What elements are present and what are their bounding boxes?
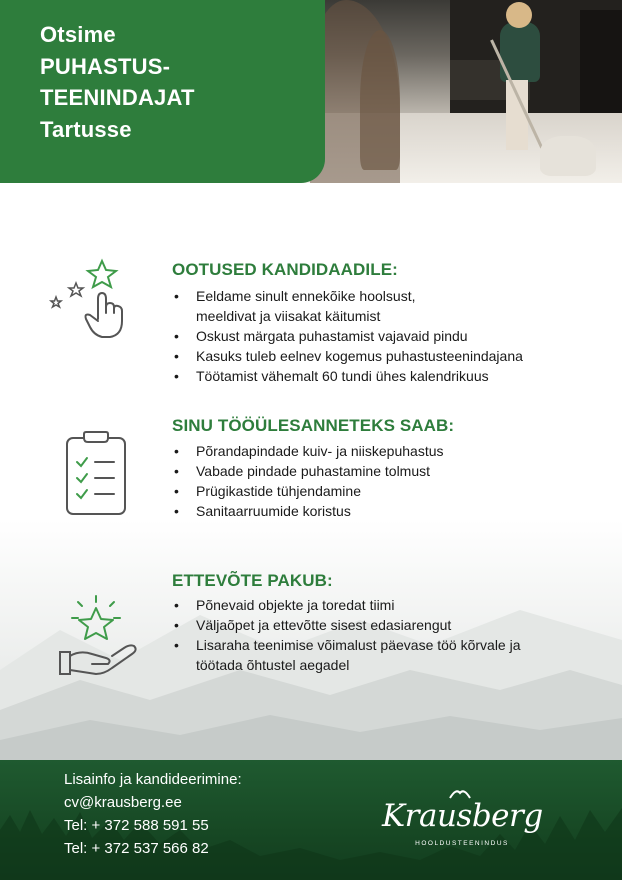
list-item: • Kasuks tuleb eelnev kogemus puhastusteenindajana	[172, 346, 523, 366]
krausberg-logo	[382, 788, 542, 868]
headline-line: PUHASTUS-	[40, 53, 171, 79]
logo-wordmark: Krausberg	[382, 798, 543, 834]
header-photo	[300, 0, 622, 183]
clipboard-checklist-icon	[64, 430, 128, 516]
list-item-text: Lisaraha teenimise võimalust päevase töö kõrvale ja	[196, 637, 521, 653]
section-title: ETTEVÕTE PAKUB:	[172, 571, 333, 590]
logo-tagline: HOOLDUSTEENINDUS	[415, 840, 509, 847]
list-item: • Sanitaarruumide koristus	[172, 501, 444, 521]
contact-phone[interactable]: Tel: + 372 588 591 55	[64, 817, 209, 834]
footer	[0, 760, 622, 880]
requirements-list	[172, 286, 523, 386]
list-item: • Prügikastide tühjendamine	[172, 481, 444, 501]
headline-line: TEENINDAJAT	[40, 85, 195, 110]
star-hand-pointer-icon	[44, 255, 134, 345]
contact-email[interactable]: cv@krausberg.ee	[64, 794, 182, 811]
headline-panel	[0, 0, 325, 183]
offers-list	[172, 595, 521, 675]
header-banner	[0, 0, 622, 183]
headline-line: Tartusse	[40, 116, 132, 142]
contact-info	[64, 768, 242, 860]
list-item: • Väljaõpet ja ettevõtte sisest edasiarengut	[172, 615, 521, 635]
section-duties	[0, 412, 622, 522]
list-item: • Vabade pindade puhastamine tolmust	[172, 461, 444, 481]
section-title: OOTUSED KANDIDAADILE:	[172, 260, 398, 279]
list-item: • Põrandapindade kuiv- ja niiskepuhastus	[172, 441, 444, 461]
section-title: SINU TÖÖÜLESANNETEKS SAAB:	[172, 416, 455, 435]
section-company-offers	[0, 568, 622, 688]
list-item-text: Eeldame sinult ennekõike hoolsust,	[196, 288, 416, 304]
list-item: • Põnevaid objekte ja toredat tiimi	[172, 595, 521, 615]
contact-phone[interactable]: Tel: + 372 537 566 82	[64, 840, 209, 857]
headline-line: Otsime	[40, 22, 116, 47]
list-item: • Oskust märgata puhastamist vajavaid pindu	[172, 326, 523, 346]
list-item-continuation: meeldivat ja viisakat käitumist	[196, 308, 381, 324]
list-item	[172, 635, 521, 675]
section-requirements	[0, 255, 622, 385]
list-item-continuation: töötada õhtustel aegadel	[196, 657, 350, 673]
duties-list	[172, 441, 444, 521]
contact-label: Lisainfo ja kandideerimine:	[64, 771, 242, 788]
list-item	[172, 286, 523, 326]
list-item: • Töötamist vähemalt 60 tundi ühes kalendrikuus	[172, 366, 523, 386]
star-in-hand-icon	[56, 594, 140, 680]
job-headline	[40, 19, 195, 145]
